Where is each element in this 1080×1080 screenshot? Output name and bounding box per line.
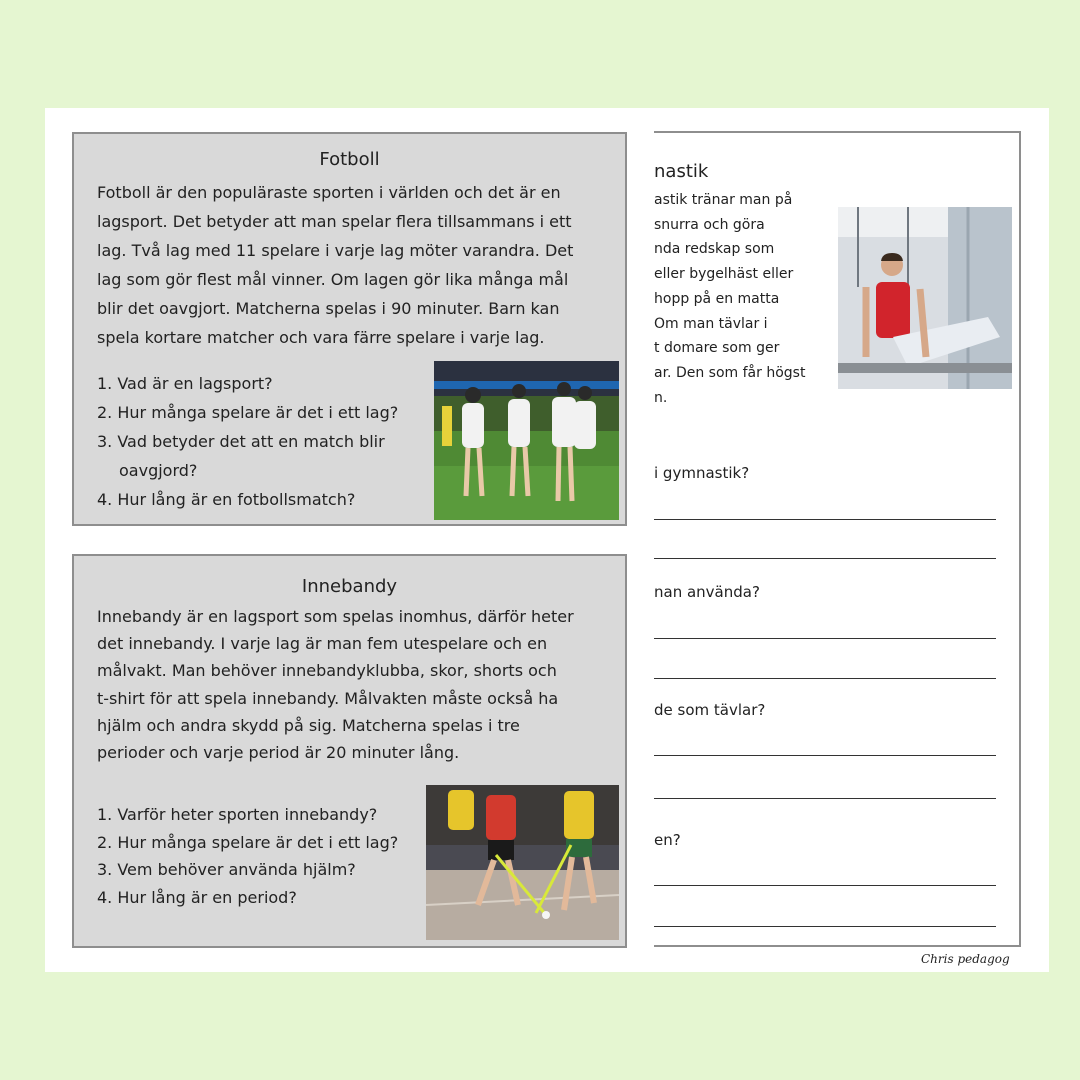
question: 1. Vad är en lagsport?: [97, 374, 273, 393]
fotboll-text-line: lag som gör flest mål vinner. Om lagen gör lika många mål: [97, 270, 569, 289]
innebandy-text-line: perioder och varje period är 20 minuter lång.: [97, 743, 460, 763]
answer-line[interactable]: [654, 519, 996, 520]
gymnastik-text-line: t domare som ger: [654, 340, 780, 357]
gymnastik-text-line: nda redskap som: [654, 241, 775, 258]
gymnastik-title: nastik: [654, 161, 709, 182]
question: 3. Vad betyder det att en match blir oavgjord?: [97, 432, 385, 480]
answer-line[interactable]: [654, 926, 996, 927]
question: 3. Vem behöver använda hjälm?: [97, 860, 356, 879]
fotboll-text-line: blir det oavgjort. Matcherna spelas i 90 minuter. Barn kan: [97, 299, 560, 318]
innebandy-questions: [97, 801, 417, 911]
question: 4. Hur lång är en period?: [97, 887, 297, 907]
gymnast-pommel-horse-photo: [838, 207, 1012, 389]
gymnastik-text: [654, 188, 805, 410]
floorball-players-photo: [426, 785, 619, 940]
fotboll-title: Fotboll: [319, 149, 380, 170]
gymnastik-text-line: Om man tävlar i: [654, 315, 768, 332]
fotboll-text-line: lagsport. Det betyder att man spelar flera tillsammans i ett: [97, 212, 572, 231]
answer-line[interactable]: [654, 678, 996, 679]
answer-line[interactable]: [654, 798, 996, 799]
credit-signature: Chris pedagog: [921, 952, 1010, 966]
gymnastik-page: [654, 131, 1021, 947]
gymnastik-text-line: eller bygelhäst eller: [654, 266, 794, 283]
gymnastik-text-line: hopp på en matta: [654, 290, 780, 307]
answer-line[interactable]: [654, 885, 996, 886]
innebandy-title: Innebandy: [301, 576, 398, 597]
question: 2. Hur många spelare är det i ett lag?: [97, 403, 399, 422]
innebandy-text-line: t-shirt för att spela innebandy. Målvakten måste också ha: [97, 688, 559, 708]
gymnastik-text-line: snurra och göra: [654, 216, 765, 233]
gymnastik-question: en?: [654, 831, 681, 849]
gymnastik-question: de som tävlar?: [654, 701, 766, 719]
football-players-photo: [434, 361, 619, 520]
answer-line[interactable]: [654, 558, 996, 559]
fotboll-text-line: Fotboll är den populäraste sporten i världen och det är en: [97, 183, 561, 202]
innebandy-card: [72, 554, 627, 948]
answer-line[interactable]: [654, 638, 996, 639]
gymnastik-question: i gymnastik?: [654, 464, 750, 482]
gymnastik-text-line: n.: [654, 389, 668, 406]
question: 2. Hur många spelare är det i ett lag?: [97, 832, 399, 852]
innebandy-text-line: det innebandy. I varje lag är man fem utespelare och en: [97, 634, 548, 654]
innebandy-text: [97, 603, 617, 766]
fotboll-card: [72, 132, 627, 526]
fotboll-questions: [97, 369, 407, 514]
fotboll-text-line: spela kortare matcher och vara färre spelare i varje lag.: [97, 328, 545, 347]
fotboll-text: [97, 178, 617, 352]
gymnastik-text-line: astik tränar man på: [654, 192, 793, 208]
question: 4. Hur lång är en fotbollsmatch?: [97, 490, 356, 509]
innebandy-text-line: Innebandy är en lagsport som spelas inomhus, därför heter: [97, 607, 574, 626]
gymnastik-text-line: ar. Den som får högst: [654, 364, 806, 381]
innebandy-text-line: hjälm och andra skydd på sig. Matcherna spelas i tre: [97, 715, 520, 735]
gymnastik-question: nan använda?: [654, 583, 760, 601]
question: 1. Varför heter sporten innebandy?: [97, 805, 378, 824]
fotboll-text-line: lag. Två lag med 11 spelare i varje lag möter varandra. Det: [97, 241, 574, 260]
answer-line[interactable]: [654, 755, 996, 756]
innebandy-text-line: målvakt. Man behöver innebandyklubba, skor, shorts och: [97, 661, 557, 681]
